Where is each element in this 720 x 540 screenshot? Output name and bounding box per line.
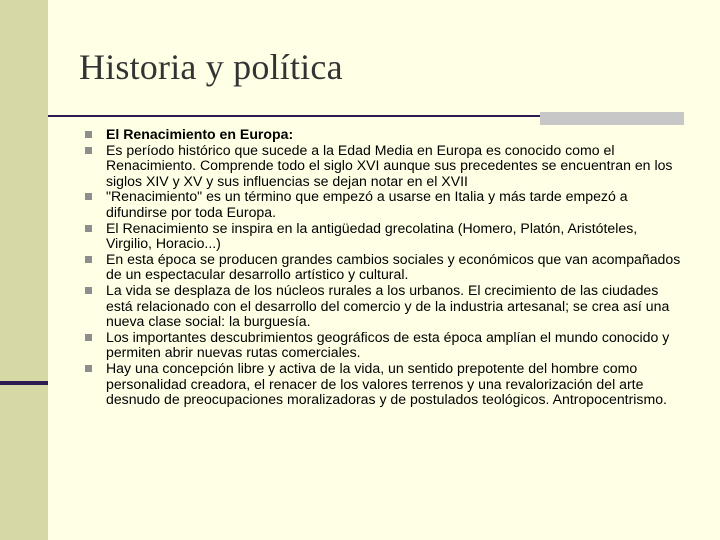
bullet-text: El Renacimiento se inspira en la antigüedad grecolatina (Homero, Platón, Aristóteles, Virgilio, Horacio...) (106, 219, 638, 252)
square-bullet-icon (85, 147, 92, 154)
title-rule-accent (540, 112, 684, 125)
bullet-text: Es período histórico que sucede a la Edad Media en Europa es conocido como el Renacimiento. Comprende todo el siglo XVI aunque sus precedentes se encuentran en los siglos XIV y XV y sus influencias se dejan notar en el XVII (106, 141, 673, 189)
side-accent-bar (0, 381, 48, 385)
bullet-item (83, 361, 683, 408)
slide-title: Historia y política (79, 47, 343, 87)
bullet-list (83, 127, 683, 408)
square-bullet-icon (85, 256, 92, 263)
side-band (0, 0, 48, 540)
bullet-item (83, 221, 683, 252)
square-bullet-icon (85, 225, 92, 232)
square-bullet-icon (85, 193, 92, 200)
bullet-item (83, 330, 683, 361)
bullet-item (83, 127, 683, 143)
bullet-text: Hay una concepción libre y activa de la vida, un sentido prepotente del hombre como personalidad creadora, el renacer de los valores terrenos y una revalorización del arte desnudo de preocupaciones moralizadoras y de postulados teológicos. Antropocentrismo. (106, 359, 667, 408)
bullet-text: Los importantes descubrimientos geográficos de esta época amplían el mundo conocido y permiten abrir nuevas rutas comerciales. (106, 328, 670, 361)
square-bullet-icon (85, 287, 92, 294)
bullet-item (83, 252, 683, 283)
bullet-text: En esta época se producen grandes cambios sociales y económicos que van acompañados de un espectacular desarrollo artístico y cultural. (106, 250, 681, 283)
square-bullet-icon (85, 131, 92, 138)
bullet-item (83, 283, 683, 330)
bullet-text: El Renacimiento en Europa: (106, 126, 294, 142)
square-bullet-icon (85, 334, 92, 341)
square-bullet-icon (85, 365, 92, 372)
bullet-item (83, 143, 683, 190)
bullet-text: "Renacimiento" es un término que empezó a usarse en Italia y más tarde empezó a difundirse por toda Europa. (106, 188, 628, 220)
bullet-item (83, 189, 683, 220)
bullet-text: La vida se desplaza de los núcleos rurales a los urbanos. El crecimiento de las ciudades está relacionado con el desarrollo del comercio y de la industria artesanal; se crea así una nueva clase social: la burguesía. (106, 281, 670, 330)
